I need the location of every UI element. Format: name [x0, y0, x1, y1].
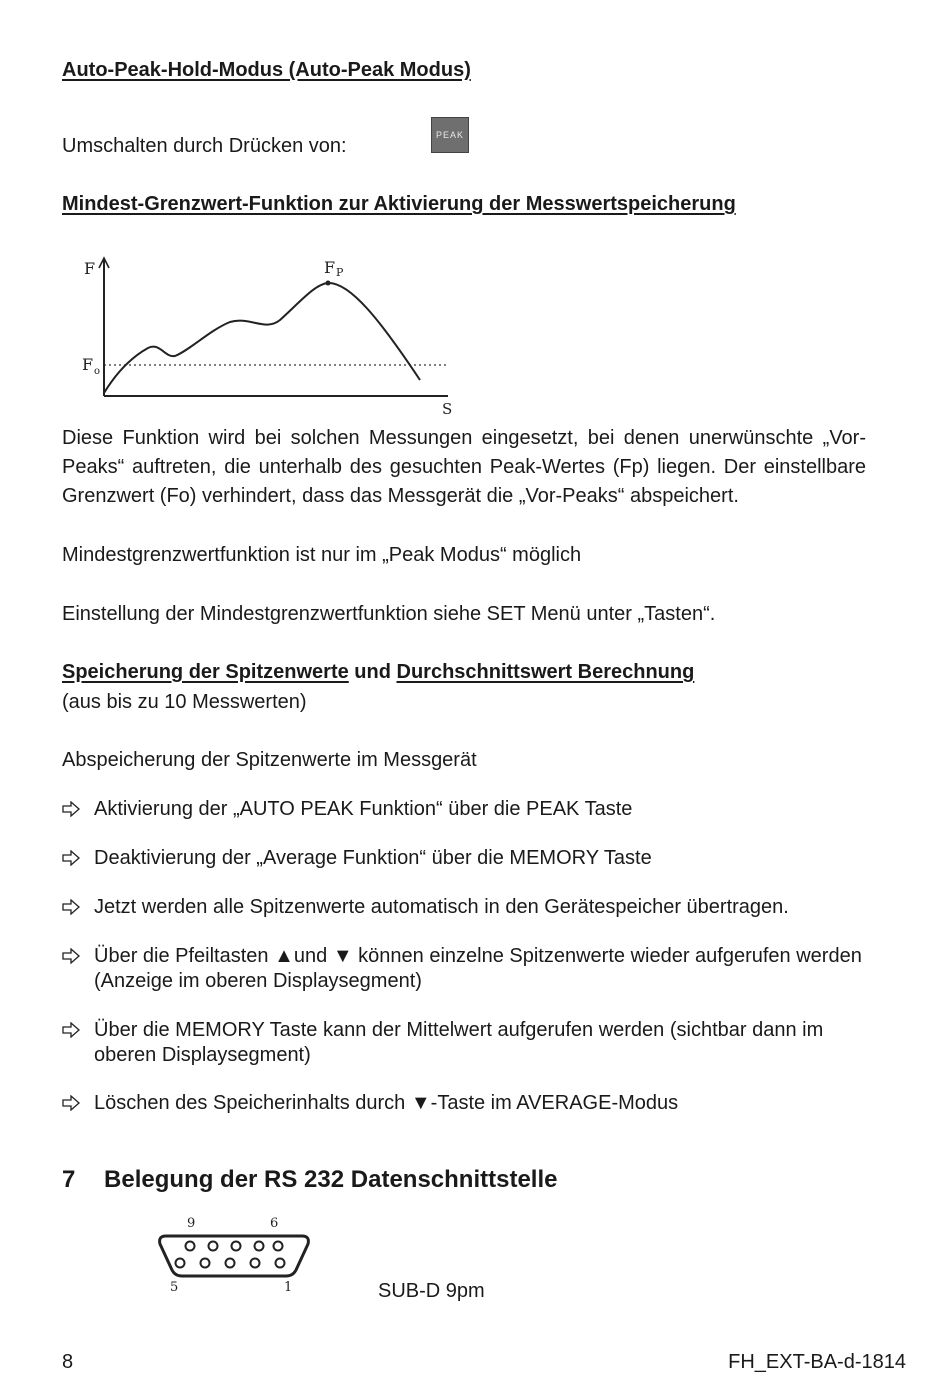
bullet-text: Jetzt werden alle Spitzenwerte automatisch in den Gerätespeicher übertragen.	[94, 896, 789, 918]
switch-text: Umschalten durch Drücken von:	[62, 135, 347, 157]
pin-1-label: 1	[284, 1280, 293, 1295]
pin	[276, 1259, 285, 1268]
peak-diagram	[70, 250, 470, 425]
heading-storage-part2: Durchschnittswert Berechnung	[396, 661, 695, 683]
x-axis-label: S	[442, 400, 453, 418]
bullet-item	[62, 895, 862, 920]
pin-9-label: 9	[187, 1216, 196, 1231]
pin	[255, 1242, 264, 1251]
heading-storage	[62, 658, 694, 687]
pin	[186, 1242, 195, 1251]
line-only-peak: Mindestgrenzwertfunktion ist nur im „Peak Modus“ möglich	[62, 544, 582, 566]
peak-point	[326, 281, 331, 286]
pin-5-label: 5	[170, 1280, 179, 1295]
sub-d-connector	[150, 1212, 320, 1297]
pin	[201, 1259, 210, 1268]
bullet-text: Löschen des Speicherinhalts durch ▼-Taste im AVERAGE-Modus	[94, 1092, 679, 1114]
heading-min-limit: Mindest-Grenzwert-Funktion zur Aktivierung der Messwertspeicherung	[62, 193, 736, 215]
section-heading	[62, 1164, 558, 1196]
connector-caption: SUB-D 9pm	[378, 1280, 485, 1302]
doc-code: FH_EXT-BA-d-1814	[728, 1351, 906, 1373]
pin	[251, 1259, 260, 1268]
peak-button	[431, 117, 469, 153]
pin-6-label: 6	[270, 1216, 279, 1231]
paragraph-function: Diese Funktion wird bei solchen Messungen eingesetzt, bei denen unerwünschte „Vor-Peaks“ auftreten, die unterhalb des gesuchten Peak-Wertes (Fp) liegen. Der einstellbare Grenzwert (Fo) verhindert, dass das Messgerät die „Vor-Peaks“ abspeichert.	[62, 427, 866, 507]
threshold-label-sub: o	[94, 366, 101, 377]
peak-label: F	[324, 258, 336, 277]
storage-intro: Abspeicherung der Spitzenwerte im Messgerät	[62, 749, 477, 771]
peak-button-label: PEAK	[435, 130, 464, 140]
arrow-right-icon	[62, 948, 80, 964]
arrow-right-icon	[62, 1022, 80, 1038]
arrow-right-icon	[62, 801, 80, 817]
section-number: 7	[62, 1166, 76, 1193]
bullet-item	[62, 797, 862, 822]
arrow-right-icon	[62, 899, 80, 915]
heading-storage-and: und	[348, 661, 397, 683]
arrow-right-icon	[62, 850, 80, 866]
pin	[226, 1259, 235, 1268]
peak-label-sub: P	[336, 266, 344, 279]
bullet-text: Über die MEMORY Taste kann der Mittelwert aufgerufen werden (sichtbar dann im oberen Displaysegment)	[94, 1019, 824, 1066]
y-axis-label: F	[84, 259, 96, 278]
bullet-text: Aktivierung der „AUTO PEAK Funktion“ über die PEAK Taste	[94, 798, 633, 820]
section-title: Belegung der RS 232 Datenschnittstelle	[104, 1166, 558, 1193]
bullet-text: Deaktivierung der „Average Funktion“ über die MEMORY Taste	[94, 847, 652, 869]
pin	[176, 1259, 185, 1268]
storage-sub: (aus bis zu 10 Messwerten)	[62, 691, 307, 713]
bullet-item	[62, 1018, 862, 1068]
heading-auto-peak: Auto-Peak-Hold-Modus (Auto-Peak Modus)	[62, 59, 471, 81]
threshold-label: F	[82, 355, 94, 374]
bullet-item	[62, 1091, 862, 1116]
pin	[274, 1242, 283, 1251]
line-settings: Einstellung der Mindestgrenzwertfunktion siehe SET Menü unter „Tasten“.	[62, 603, 716, 625]
arrow-right-icon	[62, 1095, 80, 1111]
bullet-text: Über die Pfeiltasten ▲und ▼ können einzelne Spitzenwerte wieder aufgerufen werden (Anzeige im oberen Displaysegment)	[94, 945, 862, 992]
bullet-item	[62, 944, 862, 994]
page-number: 8	[62, 1351, 74, 1373]
pin	[232, 1242, 241, 1251]
force-curve	[104, 283, 420, 393]
bullet-item	[62, 846, 862, 871]
heading-storage-part1: Speicherung der Spitzenwerte	[62, 661, 349, 683]
pin	[209, 1242, 218, 1251]
